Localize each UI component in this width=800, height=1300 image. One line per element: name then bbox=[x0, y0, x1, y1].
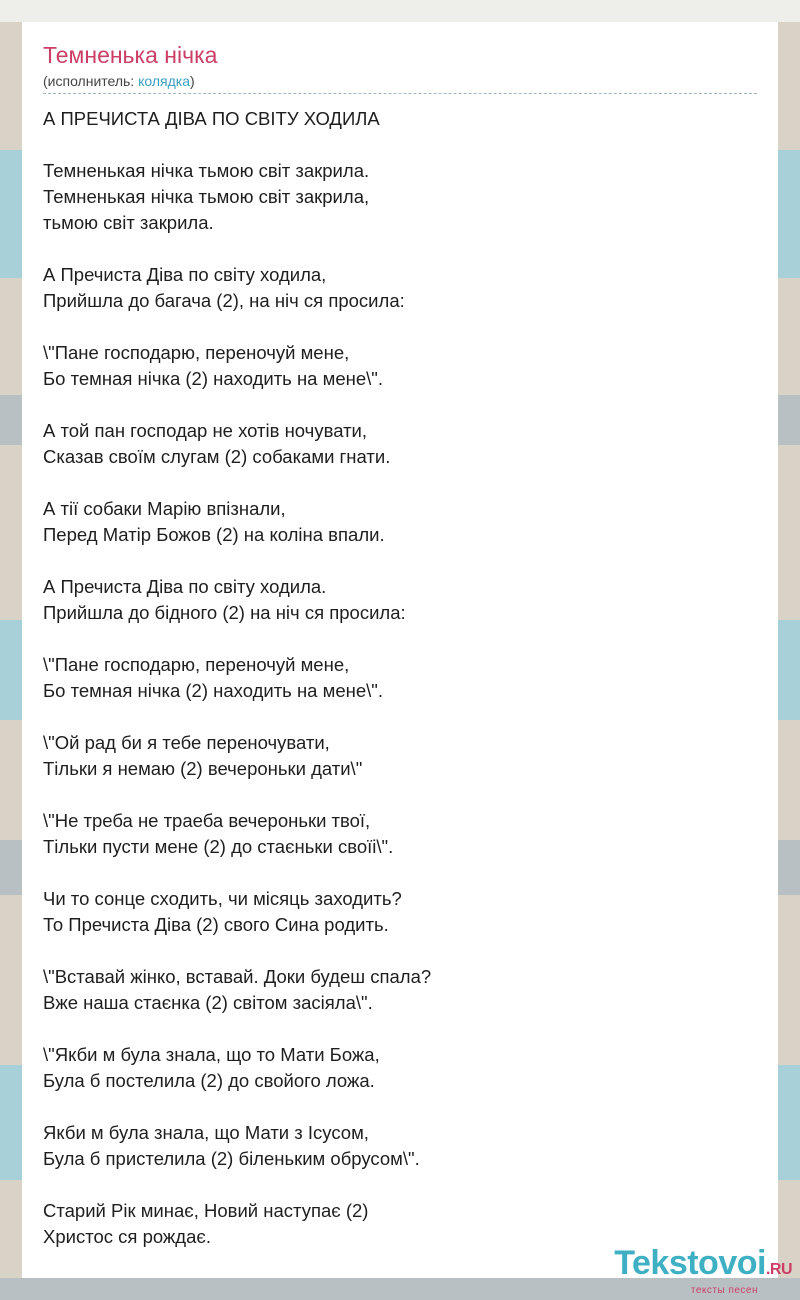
lyrics-line: Вже наша стаєнка (2) світом засіяла\". bbox=[43, 992, 373, 1013]
verse-spacer bbox=[43, 1172, 743, 1198]
logo-tld: .RU bbox=[765, 1261, 792, 1278]
verse-spacer bbox=[43, 782, 743, 808]
verse-spacer bbox=[43, 704, 743, 730]
verse-spacer bbox=[43, 314, 743, 340]
lyrics-line: А той пан господар не хотів ночувати, bbox=[43, 420, 368, 441]
lyrics-line: Бо темная нічка (2) находить на мене\". bbox=[43, 368, 383, 389]
lyrics-line: \"Ой рад би я тебе переночувати, bbox=[43, 732, 330, 753]
lyrics-line: \"Пане господарю, переночуй мене, bbox=[43, 342, 350, 363]
verse-spacer bbox=[43, 548, 743, 574]
verse-spacer bbox=[43, 132, 743, 158]
logo-wordmark bbox=[614, 1246, 792, 1287]
performer-suffix: ) bbox=[190, 73, 195, 89]
lyrics-line: тьмою світ закрила. bbox=[43, 212, 214, 233]
site-logo[interactable] bbox=[614, 1246, 792, 1296]
lyrics-line: \"Пане господарю, переночуй мене, bbox=[43, 654, 350, 675]
verse-spacer bbox=[43, 1094, 743, 1120]
verse-spacer bbox=[43, 236, 743, 262]
lyrics-line: То Пречиста Діва (2) свого Сина родить. bbox=[43, 914, 389, 935]
lyrics-line: А тії собаки Марію впізнали, bbox=[43, 498, 286, 519]
lyrics-text bbox=[43, 106, 743, 1250]
lyrics-line: Якби м була знала, що Мати з Ісусом, bbox=[43, 1122, 369, 1143]
verse-spacer bbox=[43, 1016, 743, 1042]
verse-spacer bbox=[43, 860, 743, 886]
verse-spacer bbox=[43, 470, 743, 496]
lyrics-line: Тільки я немаю (2) вечероньки дати\" bbox=[43, 758, 363, 779]
lyrics-line: \"Якби м була знала, що то Мати Божа, bbox=[43, 1044, 380, 1065]
logo-tagline: тексты песен bbox=[690, 1285, 758, 1296]
logo-name: Tekstovoi bbox=[614, 1244, 766, 1282]
lyrics-line: Перед Матір Божов (2) на коліна впали. bbox=[43, 524, 385, 545]
lyrics-line: Була б пристелила (2) біленьким обрусом\". bbox=[43, 1148, 420, 1169]
lyrics-line: Сказав своїм слугам (2) собаками гнати. bbox=[43, 446, 391, 467]
lyrics-line: Бо темная нічка (2) находить на мене\". bbox=[43, 680, 383, 701]
lyrics-line: Христос ся рождає. bbox=[43, 1226, 211, 1247]
lyrics-line: Тільки пусти мене (2) до стаєньки своїі\". bbox=[43, 836, 394, 857]
lyrics-line: Прийшла до бідного (2) на ніч ся просила: bbox=[43, 602, 406, 623]
lyrics-line: Темненькая нічка тьмою світ закрила, bbox=[43, 186, 370, 207]
dashed-divider bbox=[43, 93, 757, 94]
lyrics-line: Старий Рік минає, Новий наступає (2) bbox=[43, 1200, 369, 1221]
lyrics-line: А Пречиста Діва по світу ходила, bbox=[43, 264, 327, 285]
lyrics-line: Чи то сонце сходить, чи місяць заходить? bbox=[43, 888, 402, 909]
lyrics-card bbox=[22, 22, 778, 1278]
song-title: Темненька нічка bbox=[43, 42, 218, 68]
lyrics-line: Темненькая нічка тьмою світ закрила. bbox=[43, 160, 370, 181]
performer-prefix: (исполнитель: bbox=[43, 73, 139, 89]
lyrics-heading: А ПРЕЧИСТА ДІВА ПО СВІТУ ХОДИЛА bbox=[43, 108, 380, 129]
performer-line bbox=[43, 73, 195, 89]
performer-link[interactable]: колядка bbox=[138, 73, 190, 89]
lyrics-line: А Пречиста Діва по світу ходила. bbox=[43, 576, 327, 597]
lyrics-line: \"Не треба не траеба вечероньки твої, bbox=[43, 810, 371, 831]
lyrics-line: \"Вставай жінко, вставай. Доки будеш спала? bbox=[43, 966, 432, 987]
verse-spacer bbox=[43, 938, 743, 964]
verse-spacer bbox=[43, 392, 743, 418]
verse-spacer bbox=[43, 626, 743, 652]
background-stripe bbox=[0, 0, 800, 22]
lyrics-line: Прийшла до багача (2), на ніч ся просила: bbox=[43, 290, 405, 311]
lyrics-line: Була б постелила (2) до свойого ложа. bbox=[43, 1070, 375, 1091]
